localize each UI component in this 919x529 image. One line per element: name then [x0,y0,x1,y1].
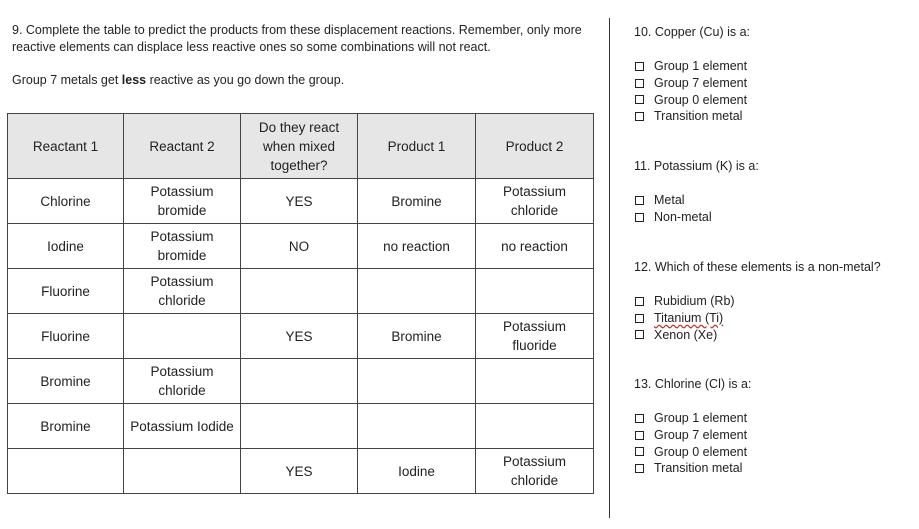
table-row [8,224,594,269]
question-9-text: 9. Complete the table to predict the products from these displacement reactions. Remember, only more reactive elements can displace less reactive ones so some combinations will not react. [12,23,582,54]
option-label: Transition metal [654,461,743,476]
option-item[interactable] [634,327,914,344]
option-label: Group 7 element [654,427,748,442]
table-cell[interactable] [358,269,476,314]
table-cell[interactable]: YES [241,179,358,224]
table-cell[interactable]: Bromine [358,314,476,359]
table-row [8,404,594,449]
table-cell[interactable] [358,404,476,449]
checkbox-icon[interactable] [635,464,644,473]
note-emphasis: less [121,73,147,87]
option-item[interactable] [634,58,914,75]
table-cell[interactable]: Potassium chloride [124,269,241,314]
table-cell[interactable]: Iodine [358,449,476,494]
option-label: Group 1 element [654,411,748,425]
column-divider [609,18,610,518]
table-cell[interactable]: Potassium Iodide [124,404,241,449]
table-row [8,269,594,314]
table-cell[interactable] [476,404,594,449]
option-item[interactable] [634,92,914,109]
table-cell[interactable]: Potassium fluoride [476,314,594,359]
table-cell[interactable]: no reaction [476,224,594,269]
table-cell[interactable]: Chlorine [8,179,124,224]
option-item[interactable] [634,75,914,92]
checkbox-icon[interactable] [635,297,644,306]
option-item[interactable] [634,310,914,327]
checkbox-icon[interactable] [635,79,644,88]
question-11-options [634,192,914,226]
question-13-options [634,410,914,477]
table-row [8,314,594,359]
table-cell[interactable]: Potassium chloride [476,179,594,224]
question-12-text: 12. Which of these elements is a non-metal? [634,260,881,274]
table-row [8,449,594,494]
table-cell[interactable] [241,359,358,404]
question-9 [12,22,597,87]
reaction-table [7,113,594,494]
option-label: Metal [654,193,685,207]
table-cell[interactable] [241,269,358,314]
table-cell[interactable] [124,314,241,359]
table-cell[interactable]: Potassium chloride [476,449,594,494]
table-cell[interactable]: Fluorine [8,314,124,359]
checkbox-icon[interactable] [635,447,644,456]
header-product-1: Product 1 [358,114,476,179]
question-11 [634,158,914,226]
option-label: Group 0 element [654,92,748,107]
table-cell[interactable] [8,449,124,494]
table-cell[interactable]: YES [241,314,358,359]
checkbox-icon[interactable] [635,314,644,323]
header-product-2: Product 2 [476,114,594,179]
table-cell[interactable]: Potassium bromide [124,224,241,269]
option-label: Xenon (Xe) [654,327,718,342]
table-cell[interactable]: no reaction [358,224,476,269]
option-item[interactable] [634,192,914,209]
option-label: Group 0 element [654,444,748,459]
table-row [8,179,594,224]
option-label: Group 1 element [654,59,748,73]
table-cell[interactable]: Bromine [8,359,124,404]
option-item[interactable] [634,293,914,310]
checkbox-icon[interactable] [635,196,644,205]
question-9-note [12,73,597,87]
option-label: Rubidium (Rb) [654,294,735,308]
header-reactant-1: Reactant 1 [8,114,124,179]
checkbox-icon[interactable] [635,431,644,440]
table-row [8,359,594,404]
header-reactant-2: Reactant 2 [124,114,241,179]
table-cell[interactable]: Potassium chloride [124,359,241,404]
question-12 [634,259,914,343]
table-cell[interactable]: Iodine [8,224,124,269]
checkbox-icon[interactable] [635,330,644,339]
option-item[interactable] [634,444,914,461]
note-text-start: Group 7 metals get [12,73,122,87]
table-cell[interactable]: Bromine [358,179,476,224]
question-13 [634,376,914,477]
table-cell[interactable] [241,404,358,449]
checkbox-icon[interactable] [635,62,644,71]
table-cell[interactable] [476,359,594,404]
table-cell[interactable]: Fluorine [8,269,124,314]
table-cell[interactable] [358,359,476,404]
option-label: Transition metal [654,109,743,124]
table-cell[interactable]: Potassium bromide [124,179,241,224]
option-item[interactable] [634,209,914,226]
option-item[interactable] [634,410,914,427]
checkbox-icon[interactable] [635,112,644,121]
question-10-options [634,58,914,125]
table-cell[interactable]: Bromine [8,404,124,449]
option-label: Group 7 element [654,75,748,90]
option-item[interactable] [634,460,914,477]
question-12-options [634,293,914,343]
option-item[interactable] [634,427,914,444]
option-item[interactable] [634,108,914,125]
table-cell[interactable]: YES [241,449,358,494]
checkbox-icon[interactable] [635,213,644,222]
question-13-text: 13. Chlorine (Cl) is a: [634,377,752,391]
option-label: Titanium (Ti) [654,310,724,325]
question-10 [634,24,914,125]
header-do-they-react: Do they react when mixed together? [241,114,358,179]
table-header-row [8,114,594,179]
table-cell[interactable] [476,269,594,314]
checkbox-icon[interactable] [635,95,644,104]
question-11-text: 11. Potassium (K) is a: [634,159,759,173]
option-label: Non-metal [654,209,712,224]
table-cell[interactable] [124,449,241,494]
question-10-text: 10. Copper (Cu) is a: [634,25,751,39]
note-text-end: reactive as you go down the group. [146,73,345,87]
checkbox-icon[interactable] [635,414,644,423]
table-cell[interactable]: NO [241,224,358,269]
